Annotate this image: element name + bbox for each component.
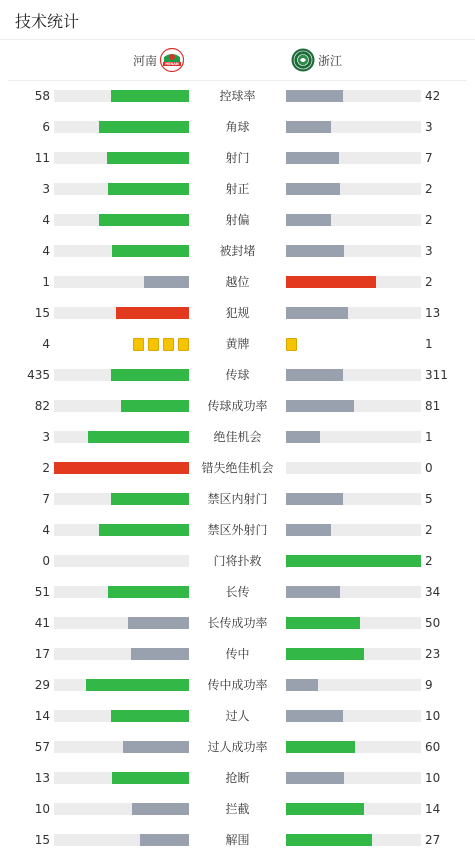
away-stat-bar-fill [286,276,376,288]
home-stat-bar-fill [54,462,189,474]
stat-label: 传中成功率 [207,678,268,692]
home-stat-value: 11 [34,151,50,165]
page-header [0,0,475,40]
away-stat-bar-fill [286,648,364,660]
home-stat-value: 14 [34,709,50,723]
away-stat-bar [286,803,421,815]
away-stat-bar [286,679,421,691]
home-stat-bar [54,462,189,474]
home-stat-value: 57 [34,740,50,754]
stat-row [0,360,475,391]
away-stat-bar-fill [286,834,372,846]
stat-row [0,143,475,174]
home-stat-bar-fill [86,679,189,691]
home-stat-bar-fill [99,524,189,536]
yellow-card-icon [148,338,159,351]
stat-label: 射正 [225,182,250,196]
home-stat-bar [54,648,189,660]
home-stat-bar [54,152,189,164]
home-team[interactable] [130,48,184,72]
home-stat-bar [54,710,189,722]
home-stat-value: 3 [42,430,50,444]
away-stat-bar [286,400,421,412]
team-header [8,40,467,81]
away-stat-bar-fill [286,679,318,691]
stat-label: 射偏 [225,213,250,227]
away-stat-bar-fill [286,121,331,133]
home-stat-value: 4 [42,523,50,537]
home-stat-bar-fill [112,772,189,784]
stat-row [0,329,475,360]
away-stat-value: 27 [425,833,441,847]
home-team-name: 河南 [132,53,157,68]
home-stat-value: 82 [34,399,50,413]
home-stat-bar [54,431,189,443]
home-stat-bar [54,183,189,195]
away-stat-bar-fill [286,307,348,319]
stat-row [0,515,475,546]
home-stat-value: 4 [42,337,50,351]
home-stat-bar-fill [123,741,189,753]
home-stat-value: 10 [34,802,50,816]
stat-row [0,763,475,794]
home-stat-bar [54,834,189,846]
away-stat-bar-fill [286,493,343,505]
zhejiang-club-crest-icon [291,48,315,72]
away-stat-value: 5 [425,492,433,506]
away-stat-bar [286,121,421,133]
away-stat-value: 2 [425,182,433,196]
away-stat-bar [286,276,421,288]
away-stat-bar-fill [286,803,364,815]
home-stat-value: 435 [27,368,50,382]
home-stat-bar [54,400,189,412]
home-stat-value: 4 [42,213,50,227]
stat-label: 门将扑救 [213,554,262,568]
away-stat-bar-fill [286,245,344,257]
stat-row [0,701,475,732]
away-yellow-cards [286,338,299,350]
away-stat-bar [286,710,421,722]
home-stat-bar-fill [132,803,189,815]
away-stat-value: 1 [425,430,433,444]
stat-label: 解围 [225,833,250,847]
away-stat-bar-fill [286,90,343,102]
home-stat-bar [54,307,189,319]
away-stat-bar [286,245,421,257]
away-stat-value: 23 [425,647,441,661]
away-stat-value: 0 [425,461,433,475]
away-stat-bar [286,586,421,598]
stat-row [0,546,475,577]
stat-row [0,112,475,143]
stat-label: 传中 [225,647,250,661]
home-yellow-cards [131,338,189,350]
home-stat-bar [54,772,189,784]
yellow-card-icon [163,338,174,351]
away-stat-bar [286,90,421,102]
away-stat-bar-fill [286,400,354,412]
home-stat-bar [54,586,189,598]
home-stat-bar-fill [112,245,189,257]
home-stat-bar-fill [140,834,189,846]
stat-label: 长传成功率 [207,616,268,630]
home-stat-value: 17 [34,647,50,661]
home-stat-bar-fill [111,493,189,505]
stat-label: 射门 [225,151,250,165]
away-stat-bar [286,741,421,753]
home-stat-bar-fill [131,648,189,660]
away-stat-value: 2 [425,213,433,227]
home-stat-value: 15 [34,306,50,320]
home-stat-value: 13 [34,771,50,785]
yellow-card-icon [286,338,297,351]
away-stat-value: 10 [425,709,441,723]
away-stat-value: 42 [425,89,441,103]
stat-label: 犯规 [225,306,250,320]
home-stat-bar-fill [111,369,189,381]
away-stat-bar [286,772,421,784]
away-stat-bar [286,524,421,536]
home-stat-bar-fill [121,400,189,412]
stat-row [0,484,475,515]
away-stat-bar-fill [286,369,343,381]
home-stat-value: 0 [42,554,50,568]
away-stat-value: 60 [425,740,441,754]
stat-row [0,639,475,670]
away-stat-bar [286,462,421,474]
home-stat-bar-fill [88,431,189,443]
home-stat-value: 6 [42,120,50,134]
away-stat-value: 7 [425,151,433,165]
stat-label: 绝佳机会 [213,430,262,444]
away-stat-value: 9 [425,678,433,692]
away-team-name: 浙江 [318,53,343,68]
stat-label: 禁区外射门 [207,523,268,537]
home-stat-bar-fill [107,152,189,164]
away-stat-bar [286,431,421,443]
stat-row [0,732,475,763]
home-stat-value: 3 [42,182,50,196]
home-stat-bar [54,555,189,567]
stat-row [0,422,475,453]
away-stat-bar-fill [286,555,421,567]
away-stat-value: 2 [425,554,433,568]
home-stat-bar [54,369,189,381]
home-stat-bar [54,741,189,753]
away-team[interactable] [291,48,345,72]
yellow-card-icon [178,338,189,351]
home-stat-bar [54,276,189,288]
stat-row [0,236,475,267]
away-stat-value: 50 [425,616,441,630]
home-stat-bar-fill [108,183,189,195]
home-stat-value: 7 [42,492,50,506]
away-stat-bar-fill [286,617,360,629]
away-stat-bar-fill [286,183,340,195]
home-stat-bar-fill [111,90,189,102]
stat-row [0,577,475,608]
home-stat-value: 29 [34,678,50,692]
stat-label: 角球 [225,120,250,134]
home-stat-value: 58 [34,89,50,103]
away-stat-bar [286,617,421,629]
stat-row [0,174,475,205]
home-stat-bar [54,493,189,505]
stat-row [0,794,475,825]
stat-label: 拦截 [225,802,250,816]
stat-label: 黄牌 [225,337,250,351]
home-stat-bar-fill [99,121,189,133]
stat-row [0,453,475,484]
home-stat-bar-fill [116,307,189,319]
away-stat-value: 3 [425,120,433,134]
away-stat-bar [286,555,421,567]
away-stat-bar [286,214,421,226]
away-stat-value: 1 [425,337,433,351]
home-stat-bar [54,617,189,629]
home-stat-value: 41 [34,616,50,630]
home-stat-bar-fill [111,710,189,722]
away-stat-bar-fill [286,431,320,443]
away-stat-value: 81 [425,399,441,413]
away-stat-bar [286,152,421,164]
stat-label: 越位 [225,275,250,289]
away-stat-bar-fill [286,524,331,536]
henan-club-crest-icon [160,48,184,72]
away-stat-bar [286,493,421,505]
home-stat-bar [54,679,189,691]
away-stat-value: 2 [425,275,433,289]
stat-label: 被封堵 [219,244,256,258]
away-stat-bar-fill [286,152,339,164]
stat-label: 长传 [225,585,250,599]
away-stat-bar-fill [286,772,344,784]
home-stat-bar-fill [108,586,189,598]
away-stat-value: 311 [425,368,448,382]
home-stat-bar-fill [128,617,189,629]
yellow-card-icon [133,338,144,351]
away-stat-value: 13 [425,306,441,320]
home-stat-bar-fill [144,276,189,288]
stat-row [0,608,475,639]
stat-label: 过人成功率 [207,740,268,754]
stat-row [0,391,475,422]
away-stat-bar [286,834,421,846]
away-stat-bar-fill [286,741,355,753]
stat-label: 错失绝佳机会 [201,461,274,475]
away-stat-bar [286,307,421,319]
away-stat-value: 14 [425,802,441,816]
stat-row [0,205,475,236]
away-stat-value: 10 [425,771,441,785]
away-stat-bar-fill [286,710,343,722]
home-stat-bar [54,121,189,133]
home-stat-value: 15 [34,833,50,847]
home-stat-value: 1 [42,275,50,289]
away-stat-value: 2 [425,523,433,537]
away-stat-bar [286,369,421,381]
stat-label: 传球成功率 [207,399,268,413]
stat-row [0,267,475,298]
away-stat-bar [286,183,421,195]
stat-row [0,81,475,112]
home-stat-bar [54,524,189,536]
stat-label: 控球率 [219,89,256,103]
home-stat-bar [54,90,189,102]
away-stat-bar [286,648,421,660]
home-stat-bar [54,214,189,226]
home-stat-value: 4 [42,244,50,258]
home-stat-bar-fill [99,214,189,226]
away-stat-bar-fill [286,586,340,598]
away-stat-bar-fill [286,214,331,226]
stats-list [0,81,475,856]
stat-row [0,298,475,329]
stat-label: 过人 [225,709,250,723]
home-stat-value: 51 [34,585,50,599]
home-stat-bar [54,245,189,257]
home-stat-value: 2 [42,461,50,475]
stat-row [0,670,475,701]
stat-label: 传球 [225,368,250,382]
page-title: 技术统计 [15,12,80,31]
stat-row [0,825,475,856]
away-stat-value: 3 [425,244,433,258]
stat-label: 抢断 [225,771,250,785]
henan-crest-text: HENAN [165,62,179,67]
stat-label: 禁区内射门 [207,492,268,506]
home-stat-bar [54,803,189,815]
away-stat-value: 34 [425,585,441,599]
